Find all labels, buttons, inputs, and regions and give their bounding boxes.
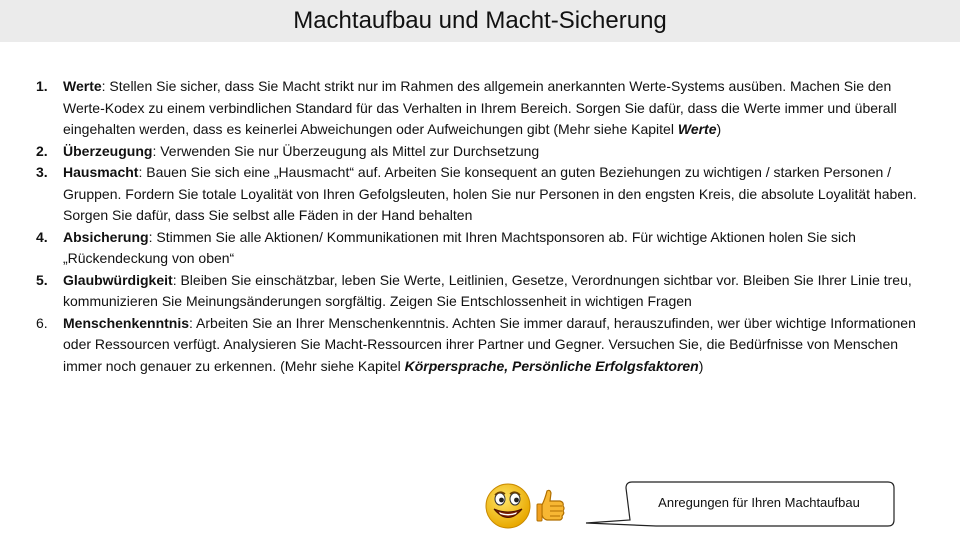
list-item-werte: [0, 76, 960, 141]
callout: [584, 476, 904, 540]
item-text: : Stimmen Sie alle Aktionen/ Kommunikationen mit Ihren Machtsponsoren ab. Für wichtige Aktionen holen Sie sich „Rückendeckung von oben“: [63, 228, 856, 266]
item-term: Hausmacht: [63, 164, 139, 180]
smiley-face-icon: [484, 482, 532, 530]
list-item-menschenkenntnis: [0, 313, 960, 378]
item-term: Glaubwürdigkeit: [63, 271, 173, 288]
closing-paren: ): [716, 121, 722, 137]
closing-paren: ): [698, 357, 704, 374]
item-number: 5.: [36, 271, 48, 288]
chapter-reference: Körpersprache, Persönliche Erfolgsfaktoren: [404, 357, 699, 374]
item-term: Überzeugung: [63, 142, 153, 159]
item-number: 4.: [36, 228, 48, 245]
callout-text: Anregungen für Ihren Machtaufbau: [658, 495, 860, 510]
list-item-hausmacht: [0, 162, 960, 227]
rules-list: [0, 76, 960, 377]
item-text: : Bleiben Sie einschätzbar, leben Sie Werte, Leitlinien, Gesetze, Verordnungen sichtbar vor. Bleiben Sie Ihrer Linie treu, kommunizieren Sie Meinungsänderungen sorgfältig. Zeigen Sie Entschlossenheit in wichtigen Fragen: [63, 271, 912, 309]
thumbs-up-icon: [535, 487, 567, 527]
item-number: 6.: [36, 314, 48, 331]
item-number: 3.: [36, 164, 48, 180]
page-title: Machtaufbau und Macht-Sicherung: [293, 7, 667, 34]
chapter-reference: Werte: [677, 121, 717, 137]
item-text: : Bauen Sie sich eine „Hausmacht“ auf. Arbeiten Sie konsequent an guten Beziehungen zu wichtigen / starken Personen / Gruppen. Fordern Sie totale Loyalität von Ihren Gefolgsleuten, holen Sie nur Personen in den engsten Kreis, die absolute Loyalität haben. Sorgen Sie dafür, dass Sie selbst alle Fäden in der Hand behalten: [63, 164, 917, 223]
item-number: 2.: [36, 142, 48, 159]
item-term: Werte: [63, 78, 102, 94]
item-term: Menschenkenntnis: [63, 314, 190, 331]
item-number: 1.: [36, 78, 48, 94]
list-item-absicherung: [0, 227, 960, 270]
item-text: : Arbeiten Sie an Ihrer Menschenkenntnis. Achten Sie immer darauf, herauszufinden, wer über wichtige Informationen oder Ressourcen verfügt. Analysieren Sie Macht-Ressourcen ihrer Partner und Gegner. Versuchen Sie, die Bedürfnisse von Menschen immer noch genauer zu erkennen. (Mehr siehe Kapitel: [63, 314, 916, 374]
item-term: Absicherung: [63, 228, 149, 245]
item-text: : Stellen Sie sicher, dass Sie Macht strikt nur im Rahmen des allgemein anerkannten Werte-Systems ausüben. Machen Sie den Werte-Kodex zu einem verbindlichen Standard für das Verhalten in Ihrem Bereich. Sorgen Sie dafür, dass die Werte immer und überall eingehalten werden, dass es keinerlei Abweichungen oder Aufweichungen gibt (Mehr siehe Kapitel: [63, 78, 897, 137]
list-item-glaubwuerdigkeit: [0, 270, 960, 313]
list-item-ueberzeugung: [0, 141, 960, 163]
item-text: : Verwenden Sie nur Überzeugung als Mittel zur Durchsetzung: [152, 142, 540, 159]
